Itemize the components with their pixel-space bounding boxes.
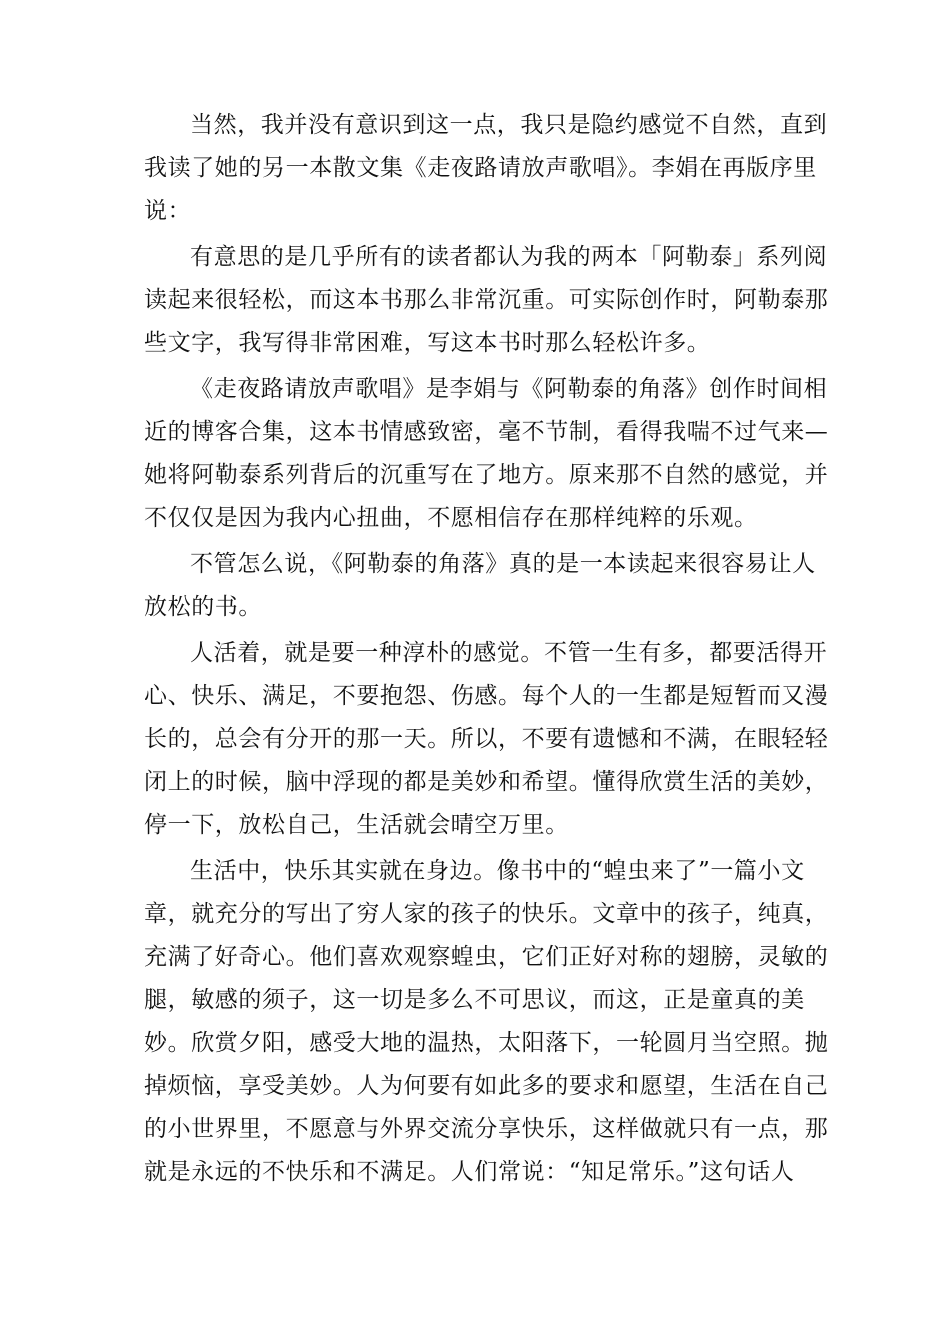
text-line: 近的博客合集，这本书情感致密，毫不节制，看得我喘不过气来— <box>144 419 829 445</box>
paragraph <box>144 632 829 847</box>
paragraph <box>144 543 816 629</box>
text-line: 她将阿勒泰系列背后的沉重写在了地方。原来那不自然的感觉，并 <box>144 462 829 488</box>
paragraph <box>144 104 828 233</box>
text-line: 长的，总会有分开的那一天。所以，不要有遗憾和不满，在眼轻轻 <box>144 726 829 752</box>
text-line: 不仅仅是因为我内心扭曲，不愿相信存在那样纯粹的乐观。 <box>144 505 758 531</box>
text-line: 停一下，放松自己，生活就会晴空万里。 <box>144 812 569 838</box>
text-line: 闭上的时候，脑中浮现的都是美妙和希望。懂得欣赏生活的美妙， <box>144 769 829 795</box>
text-line: 的小世界里，不愿意与外界交流分享快乐，这样做就只有一点，那 <box>144 1116 829 1142</box>
document-body <box>144 104 829 1194</box>
text-line: 章，就充分的写出了穷人家的孩子的快乐。文章中的孩子，纯真， <box>144 901 829 927</box>
text-line: 有意思的是几乎所有的读者都认为我的两本「阿勒泰」系列阅 <box>190 244 828 270</box>
text-line: 不管怎么说，《阿勒泰的角落》真的是一本读起来很容易让人 <box>190 551 816 577</box>
text-line: 妙。欣赏夕阳，感受大地的温热，太阳落下，一轮圆月当空照。抛 <box>144 1030 829 1056</box>
text-line: 放松的书。 <box>144 594 262 620</box>
text-line: 充满了好奇心。他们喜欢观察蝗虫，它们正好对称的翅膀，灵敏的 <box>144 944 829 970</box>
text-line: 生活中，快乐其实就在身边。像书中的“蝗虫来了”一篇小文 <box>190 858 805 884</box>
paragraph <box>144 850 829 1194</box>
paragraph <box>144 236 829 365</box>
text-line: 掉烦恼，享受美妙。人为何要有如此多的要求和愿望，生活在自己 <box>144 1073 829 1099</box>
text-line: 就是永远的不快乐和不满足。人们常说：“知足常乐。”这句话人 <box>144 1159 795 1185</box>
text-line: 当然，我并没有意识到这一点，我只是隐约感觉不自然，直到 <box>190 112 828 138</box>
text-line: 人活着，就是要一种淳朴的感觉。不管一生有多，都要活得开 <box>190 640 828 666</box>
paragraph <box>144 368 829 540</box>
text-line: 些文字，我写得非常困难，写这本书时那么轻松许多。 <box>144 330 711 356</box>
text-line: 心、快乐、满足，不要抱怨、伤感。每个人的一生都是短暂而又漫 <box>144 683 829 709</box>
text-line: 《走夜路请放声歌唱》是李娟与《阿勒泰的角落》创作时间相 <box>190 376 828 402</box>
text-line: 读起来很轻松，而这本书那么非常沉重。可实际创作时，阿勒泰那 <box>144 287 829 313</box>
text-line: 我读了她的另一本散文集《走夜路请放声歌唱》。李娟在再版序里 <box>144 155 817 181</box>
text-line: 说： <box>144 198 192 224</box>
text-line: 腿，敏感的须子，这一切是多么不可思议，而这，正是童真的美 <box>144 987 805 1013</box>
